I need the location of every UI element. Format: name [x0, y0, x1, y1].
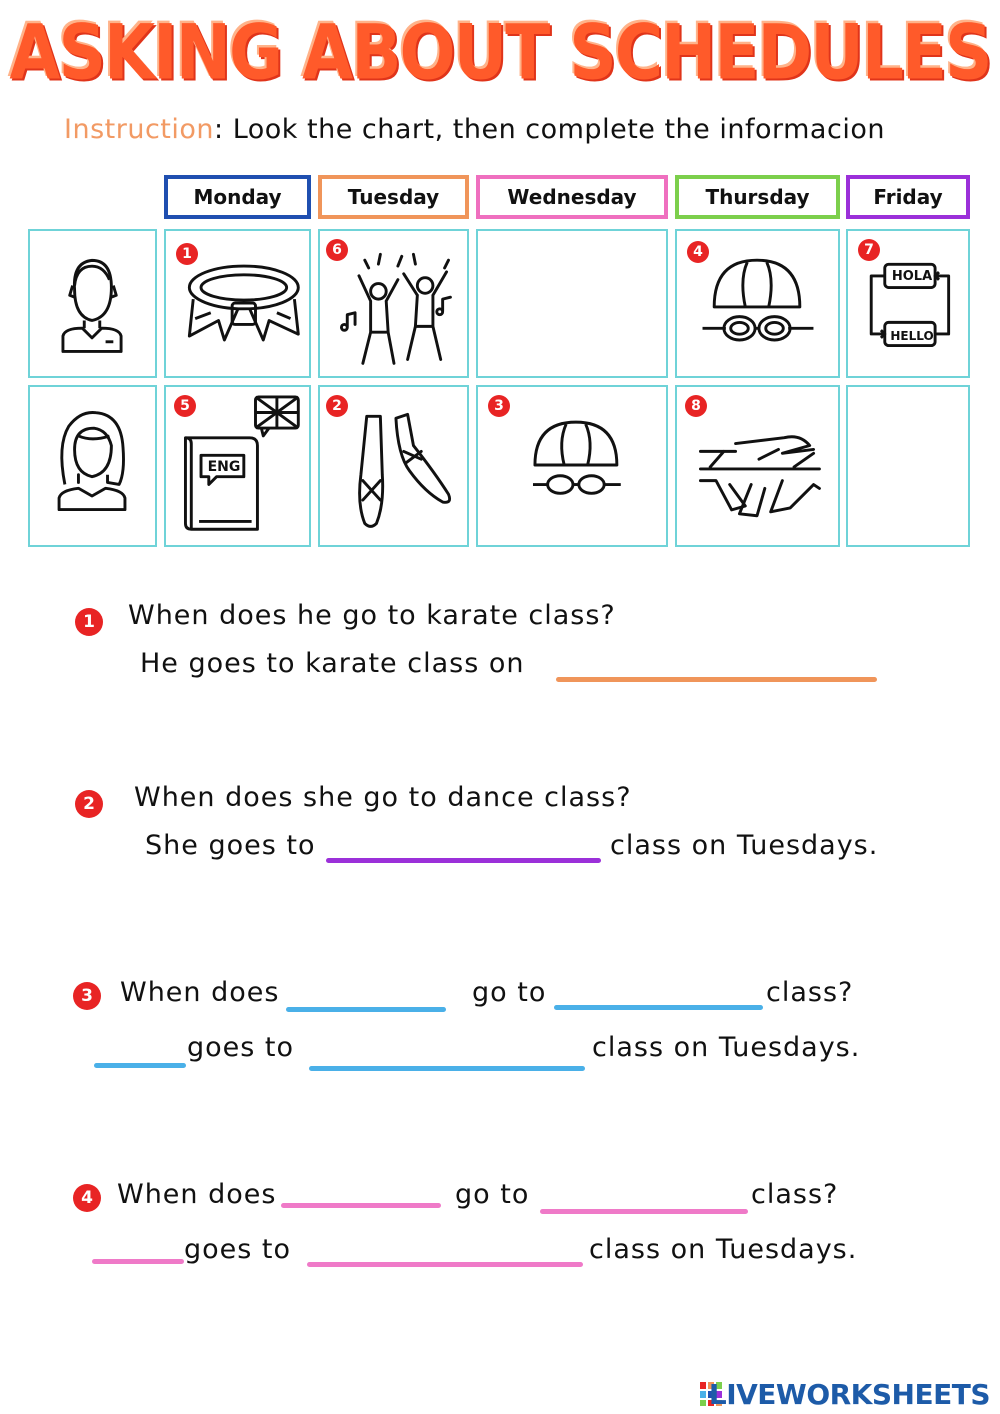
page-title: ASKING ABOUT SCHEDULES — [9, 8, 991, 97]
cell-girl-monday — [164, 385, 311, 547]
day-header-friday: Friday — [846, 175, 970, 219]
answer-4-blank-subject[interactable] — [92, 1259, 184, 1264]
answer-3-part2: class on Tuesdays. — [592, 1032, 861, 1063]
answer-1-prefix: He goes to karate class on — [140, 648, 525, 679]
badge-1: 1 — [176, 243, 198, 265]
answer-2-prefix: She goes to — [145, 830, 316, 861]
question-3-blank-class[interactable] — [554, 1005, 763, 1010]
answer-3-blank-class[interactable] — [309, 1066, 585, 1071]
hola-word: HOLA — [891, 269, 933, 284]
badge-3: 3 — [488, 395, 510, 417]
boy-icon — [30, 231, 155, 376]
cell-boy-wednesday — [476, 229, 668, 378]
cell-boy-friday — [846, 229, 970, 378]
badge-7: 7 — [858, 239, 880, 261]
boy-avatar-cell — [28, 229, 157, 378]
question-1-text: When does he go to karate class? — [128, 600, 616, 631]
answer-3-blank-subject[interactable] — [94, 1063, 186, 1068]
badge-5: 5 — [174, 395, 196, 417]
answer-1-blank[interactable] — [556, 677, 877, 682]
answer-4-part1: goes to — [184, 1234, 292, 1265]
badge-8: 8 — [685, 395, 707, 417]
answer-4-blank-class[interactable] — [307, 1262, 583, 1267]
question-2-number: 2 — [75, 790, 103, 818]
girl-avatar-cell — [28, 385, 157, 547]
cell-girl-thursday — [675, 385, 840, 547]
question-4-number: 4 — [73, 1184, 101, 1212]
answer-2-suffix: class on Tuesdays. — [610, 830, 879, 861]
instruction-label: Instruction — [64, 114, 215, 145]
answer-4-part2: class on Tuesdays. — [589, 1234, 858, 1265]
cell-boy-tuesday — [318, 229, 469, 378]
question-3-blank-subject[interactable] — [286, 1007, 446, 1012]
hello-word: HELLO — [890, 329, 934, 343]
question-4-part1: When does — [117, 1179, 277, 1210]
question-2-text: When does she go to dance class? — [134, 782, 632, 813]
question-3-part2: go to — [472, 977, 547, 1008]
cell-girl-wednesday — [476, 385, 668, 547]
question-3-part1: When does — [120, 977, 280, 1008]
answer-3-part1: goes to — [187, 1032, 295, 1063]
day-header-thursday: Thursday — [675, 175, 840, 219]
question-1-number: 1 — [75, 608, 103, 636]
instruction-text: : Look the chart, then complete the informacion — [214, 114, 885, 145]
instruction — [64, 114, 885, 145]
question-3-part3: class? — [766, 977, 854, 1008]
cell-boy-thursday — [675, 229, 840, 378]
footer-brand[interactable]: LIVEWORKSHEETS — [708, 1378, 990, 1411]
badge-6: 6 — [326, 239, 348, 261]
question-4-part2: go to — [455, 1179, 530, 1210]
cell-girl-friday — [846, 385, 970, 547]
question-4-blank-class[interactable] — [540, 1209, 748, 1214]
question-3-number: 3 — [73, 982, 101, 1010]
cell-boy-monday — [164, 229, 311, 378]
answer-2-blank[interactable] — [326, 858, 601, 863]
day-header-monday: Monday — [164, 175, 311, 219]
cell-girl-tuesday — [318, 385, 469, 547]
day-header-wednesday: Wednesday — [476, 175, 668, 219]
eng-word: ENG — [207, 459, 241, 475]
day-header-tuesday: Tuesday — [318, 175, 469, 219]
question-4-blank-subject[interactable] — [281, 1203, 441, 1208]
girl-icon — [30, 387, 155, 545]
badge-4: 4 — [687, 241, 709, 263]
badge-2: 2 — [326, 395, 348, 417]
question-4-part3: class? — [751, 1179, 839, 1210]
